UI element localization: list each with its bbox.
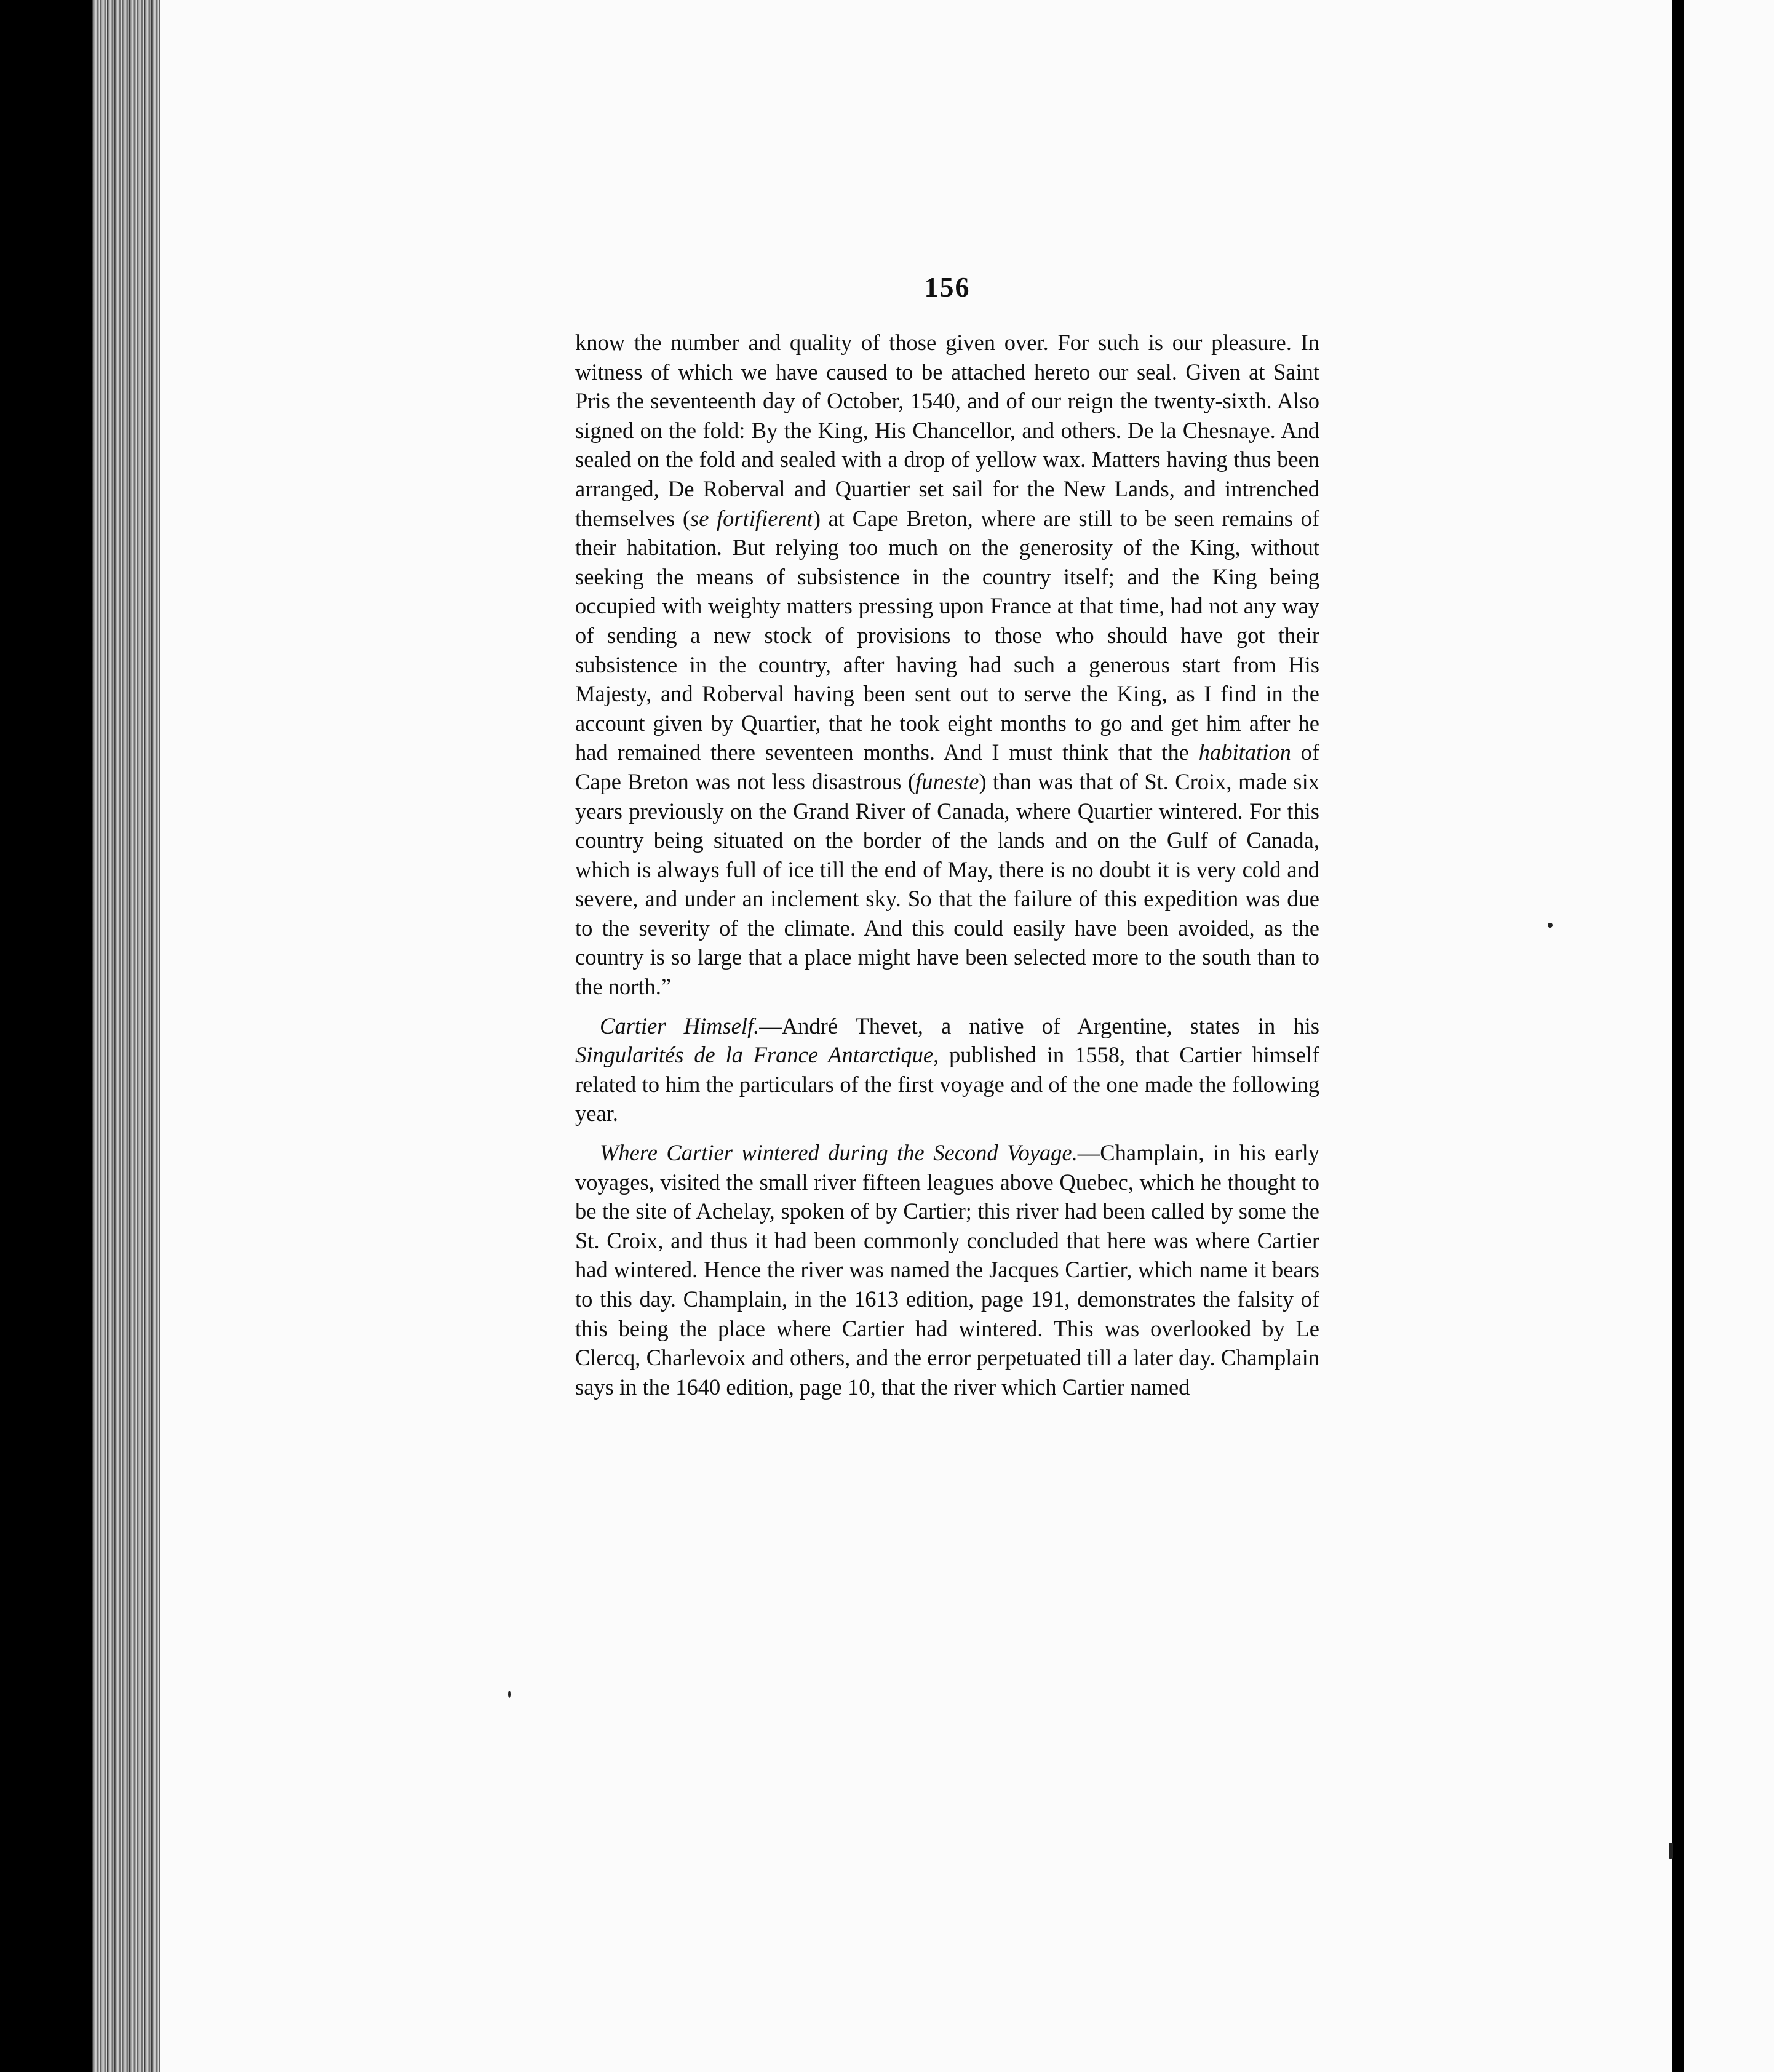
text-run: ) than was that of St. Croix, made six years previously on the Grand River of Canada, where Quartier wintered. For this country being situated on the border of the lands and on the Gulf of Canada, which is always full of ice till the end of May, there is no doubt it is very cold and severe, and under an inclement sky. So that the failure of this expedition was due to the severity of the climate. And this could easily have been avoided, as the country is so large that a place might have been selected more to the south than to the north.” — [575, 768, 1319, 1000]
scan-speck — [508, 1691, 511, 1698]
paragraph-where-cartier-wintered — [575, 1138, 1319, 1401]
paragraph-cartier-himself — [575, 1011, 1319, 1128]
text-run: ) at Cape Breton, where are still to be seen remains of their habitation. But relying too much on the generosity of the King, without seeking the means of subsistence in the country itself; and the King being occupied with weighty matters pressing upon France at that time, had not any way of sending a new stock of provisions to those who should have got their subsistence in the country, after having had such a generous start from His Majesty, and Roberval having been sent out to serve the King, as I find in the account given by Quartier, that he took eight months to go and get him after he had remained there seventeen months. And I must think that the — [575, 505, 1319, 765]
text-run-italic: Singularités de la France Antarctique — [575, 1042, 934, 1068]
page-number: 156 — [924, 271, 971, 303]
text-run: —André Thevet, a native of Argentine, states in his — [759, 1013, 1319, 1038]
text-run-italic: habitation — [1198, 739, 1291, 765]
run-in-heading: Cartier Himself. — [600, 1013, 760, 1038]
paragraph-charter-continuation — [575, 328, 1319, 1002]
book-page-edges — [92, 0, 160, 2072]
text-run: know the number and quality of those given over. For such is our pleasure. In witness of which we have caused to be attached hereto our seal. Given at Saint Pris the seventeenth day of October, 1540, and of our reign the twenty-sixth. Also signed on the fold: By the King, His Chancellor, and others. De la Chesnaye. And sealed on the fold and sealed with a drop of yellow wax. Matters having thus been arranged, De Roberval and Quartier set sail for the New Lands, and intrenched themselves ( — [575, 330, 1319, 531]
text-run: of Cape Breton was not less disastrous ( — [575, 739, 1320, 794]
text-run-italic: funeste — [915, 768, 979, 794]
text-run-italic: se fortifierent — [690, 505, 813, 531]
page-text-block — [575, 271, 1319, 1401]
text-run: , published in 1558, that Cartier himself related to him the particulars of the first voyage and of the one made the following year. — [575, 1042, 1319, 1126]
text-run: —Champlain, in his early voyages, visited the small river fifteen leagues above Quebec, which he thought to be the site of Achelay, spoken of by Cartier; this river had been called by some the St. Croix, and thus it had been commonly concluded that here was where Cartier had wintered. Hence the river was named the Jacques Cartier, which name it bears to this day. Champlain, in the 1613 edition, page 191, demonstrates the falsity of this being the place where Cartier had wintered. This was overlooked by Le Clercq, Charlevoix and others, and the error perpetuated till a later day. Champlain says in the 1640 edition, page 10, that the river which Cartier named — [575, 1140, 1319, 1400]
scan-speck — [1548, 923, 1553, 928]
run-in-heading: Where Cartier wintered during the Second Voyage. — [600, 1140, 1078, 1166]
scan-speck — [1669, 1843, 1673, 1859]
adjacent-page-edge — [1684, 0, 1774, 2072]
